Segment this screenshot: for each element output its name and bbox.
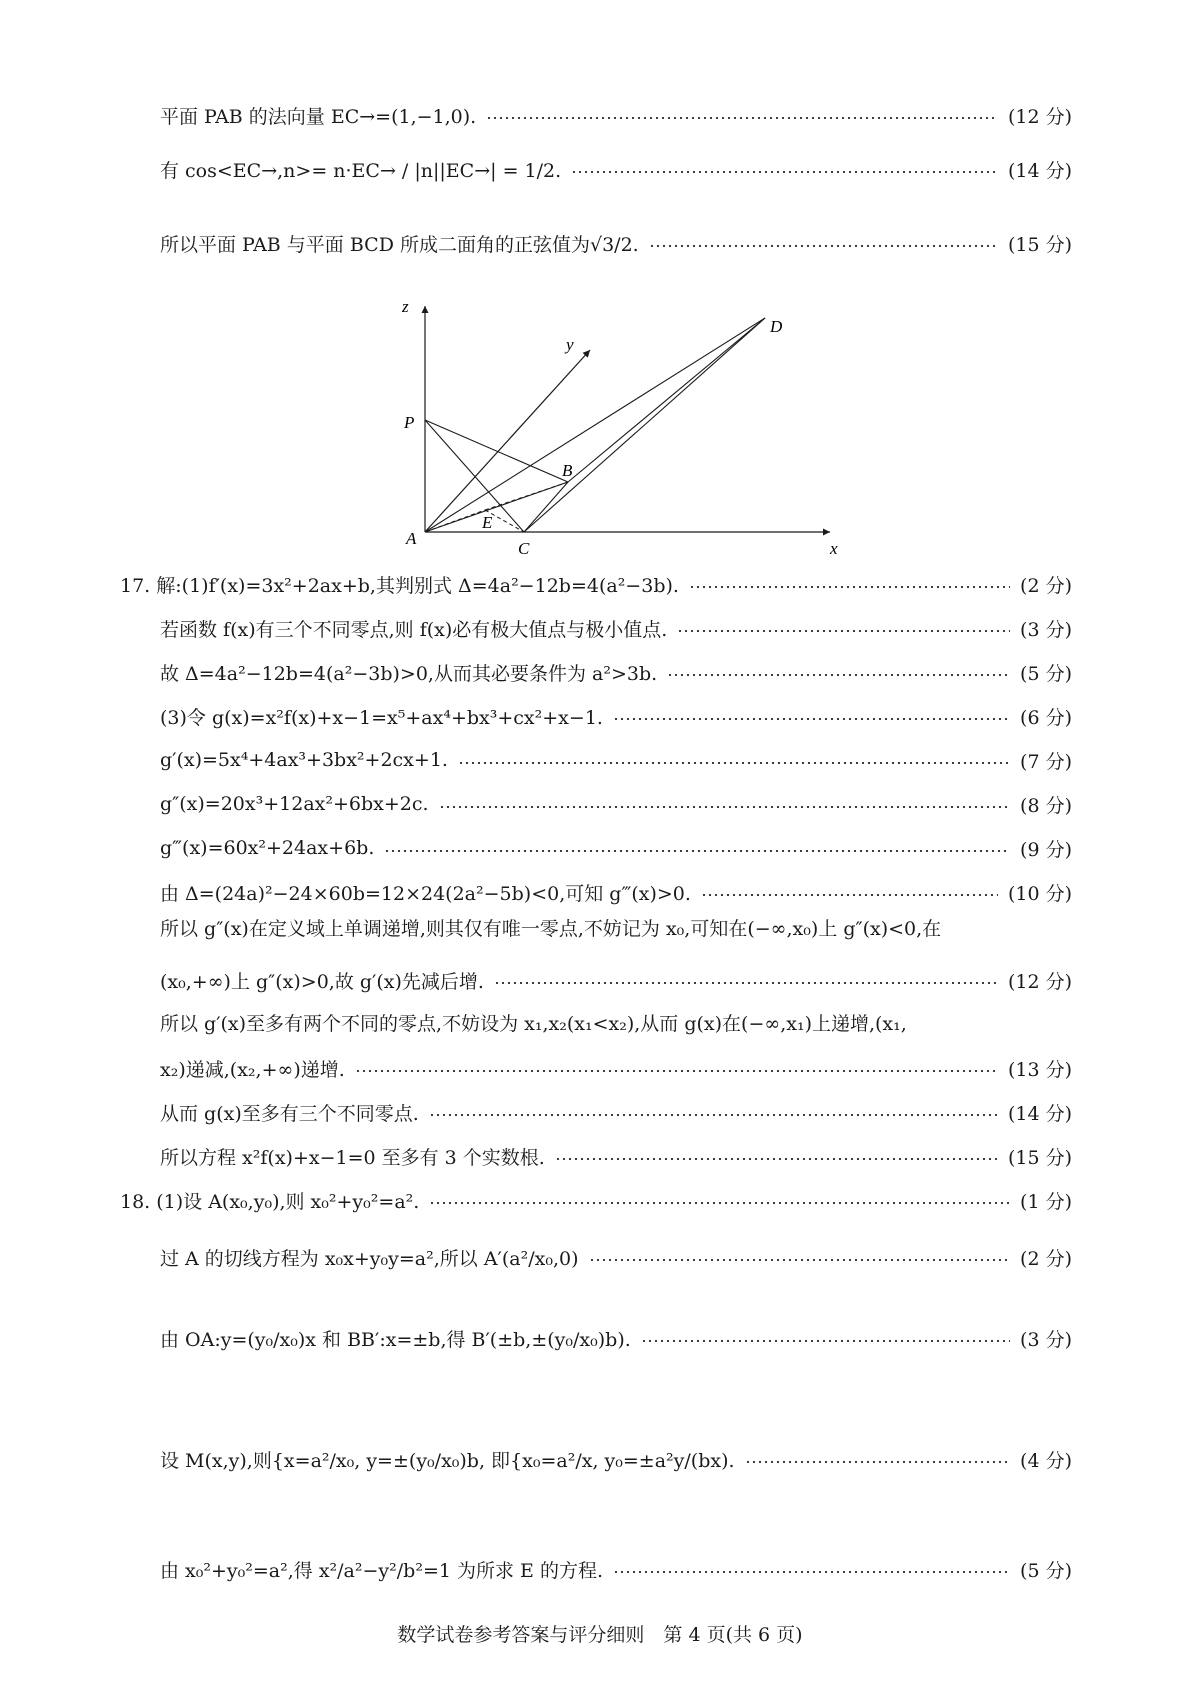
score-label: (12 分) [1007, 105, 1072, 128]
edge-BD [568, 318, 765, 482]
q17-line-11 [160, 1007, 1072, 1041]
leader-dots [494, 982, 998, 984]
line-text: 所以 g′(x)至多有两个不同的零点,不妨设为 x₁,x₂(x₁<x₂),从而 g(x)在(−∞,x₁)上递增,(x₁, [160, 1013, 907, 1035]
score-label: (13 分) [1007, 1058, 1072, 1081]
q17-line-3 [160, 655, 1072, 689]
q17-line-13 [160, 1095, 1072, 1129]
leader-dots [439, 806, 1010, 808]
answer-line-15 [160, 226, 1072, 260]
leader-dots [555, 1158, 998, 1160]
q17-line-4 [160, 699, 1072, 733]
line-text: 所以 g″(x)在定义域上单调递增,则其仅有唯一零点,不妨记为 x₀,可知在(−∞,x₀)上 g″(x)<0,在 [160, 918, 942, 940]
q18-line-2 [160, 1240, 1072, 1274]
label-E: E [482, 513, 493, 532]
score-label: (4 分) [1020, 1449, 1072, 1472]
score-label: (15 分) [1007, 1146, 1072, 1169]
answer-line-12 [160, 98, 1072, 132]
score-label: (5 分) [1020, 662, 1072, 685]
line-text: 18. (1)设 A(x₀,y₀),则 x₀²+y₀²=a². [120, 1190, 420, 1213]
q17-line-7 [160, 831, 1072, 865]
line-text: 从而 g(x)至多有三个不同零点. [160, 1102, 419, 1125]
label-C: C [518, 539, 530, 558]
line-text: 由 x₀²+y₀²=a²,得 x²/a²−y²/b²=1 为所求 E 的方程. [160, 1559, 603, 1582]
q18-line-3 [160, 1321, 1072, 1355]
leader-dots [613, 718, 1010, 720]
edge-CD [524, 318, 765, 532]
line-text: (x₀,+∞)上 g″(x)>0,故 g′(x)先减后增. [160, 970, 484, 993]
score-label: (2 分) [1020, 574, 1072, 597]
q17-line-5 [160, 743, 1072, 777]
score-label: (8 分) [1020, 794, 1072, 817]
leader-dots [689, 586, 1010, 588]
line-text: 由 Δ=(24a)²−24×60b=12×24(2a²−5b)<0,可知 g‴(x)>0. [160, 882, 691, 905]
line-text: g‴(x)=60x²+24ax+6b. [160, 837, 375, 859]
q17-line-1 [120, 567, 1072, 601]
score-label: (12 分) [1007, 970, 1072, 993]
q17-line-2 [160, 611, 1072, 645]
label-z: z [402, 300, 409, 316]
leader-dots [458, 762, 1010, 764]
q17-line-8 [160, 875, 1072, 909]
score-label: (10 分) [1007, 882, 1072, 905]
q17-line-14 [160, 1139, 1072, 1173]
line-text: 17. 解:(1)f′(x)=3x²+2ax+b,其判别式 Δ=4a²−12b=4(a²−3b). [120, 574, 679, 597]
line-text: 若函数 f(x)有三个不同零点,则 f(x)必有极大值点与极小值点. [160, 618, 668, 641]
page-footer: 数学试卷参考答案与评分细则 第 4 页(共 6 页) [397, 1624, 803, 1646]
line-text: x₂)递减,(x₂,+∞)递增. [160, 1058, 345, 1081]
label-B: B [562, 461, 573, 480]
leader-dots [745, 1461, 1010, 1463]
line-text: 设 M(x,y),则{x=a²/x₀, y=±(y₀/x₀)b, 即{x₀=a²/x, y₀=±a²y/(bx). [160, 1449, 735, 1472]
leader-dots [649, 245, 998, 247]
score-label: (2 分) [1020, 1247, 1072, 1270]
q17-line-9 [160, 912, 1072, 946]
q17-line-10 [160, 963, 1072, 997]
line-text: 所以平面 PAB 与平面 BCD 所成二面角的正弦值为√3/2. [160, 233, 639, 256]
leader-dots [429, 1114, 998, 1116]
line-text: 故 Δ=4a²−12b=4(a²−3b)>0,从而其必要条件为 a²>3b. [160, 662, 658, 685]
q17-line-6 [160, 787, 1072, 821]
score-label: (6 分) [1020, 706, 1072, 729]
leader-dots [677, 630, 1010, 632]
score-label: (14 分) [1007, 1102, 1072, 1125]
leader-dots [613, 1571, 1010, 1573]
line-text: 有 cos<EC→,n>= n·EC→ / |n||EC→| = 1/2. [160, 159, 562, 182]
label-y: y [566, 335, 574, 354]
answer-line-14 [160, 152, 1072, 186]
q17-line-12 [160, 1051, 1072, 1085]
leader-dots [571, 171, 998, 173]
edge-AD [425, 318, 765, 532]
q18-line-1 [120, 1183, 1072, 1217]
score-label: (3 分) [1020, 618, 1072, 641]
line-text: (3)令 g(x)=x²f(x)+x−1=x⁵+ax⁴+bx³+cx²+x−1. [160, 706, 603, 729]
label-A: A [406, 529, 417, 548]
line-text: g″(x)=20x³+12ax²+6bx+2c. [160, 793, 429, 815]
leader-dots [641, 1340, 1010, 1342]
leader-dots [667, 674, 1010, 676]
q18-line-4 [160, 1442, 1072, 1476]
score-label: (5 分) [1020, 1559, 1072, 1582]
leader-dots [589, 1259, 1011, 1261]
label-x: x [830, 539, 838, 558]
leader-dots [701, 894, 998, 896]
leader-dots [486, 117, 998, 119]
score-label: (1 分) [1020, 1190, 1072, 1213]
score-label: (3 分) [1020, 1328, 1072, 1351]
leader-dots [429, 1202, 1010, 1204]
edge-PB [425, 420, 568, 482]
score-label: (15 分) [1007, 233, 1072, 256]
score-label: (9 分) [1020, 838, 1072, 861]
line-text: 平面 PAB 的法向量 EC→=(1,−1,0). [160, 105, 477, 128]
line-text: 所以方程 x²f(x)+x−1=0 至多有 3 个实数根. [160, 1146, 545, 1169]
line-text: g′(x)=5x⁴+4ax³+3bx²+2cx+1. [160, 749, 448, 771]
geometry-figure [390, 300, 850, 560]
leader-dots [355, 1070, 998, 1072]
line-text: 过 A 的切线方程为 x₀x+y₀y=a²,所以 A′(a²/x₀,0) [160, 1247, 579, 1270]
label-P: P [404, 413, 415, 432]
score-label: (7 分) [1020, 750, 1072, 773]
line-text: 由 OA:y=(y₀/x₀)x 和 BB′:x=±b,得 B′(±b,±(y₀/x₀)b). [160, 1328, 631, 1351]
score-label: (14 分) [1007, 159, 1072, 182]
label-D: D [770, 317, 783, 336]
leader-dots [384, 850, 1010, 852]
q18-line-5 [160, 1552, 1072, 1586]
y-axis [425, 350, 590, 532]
